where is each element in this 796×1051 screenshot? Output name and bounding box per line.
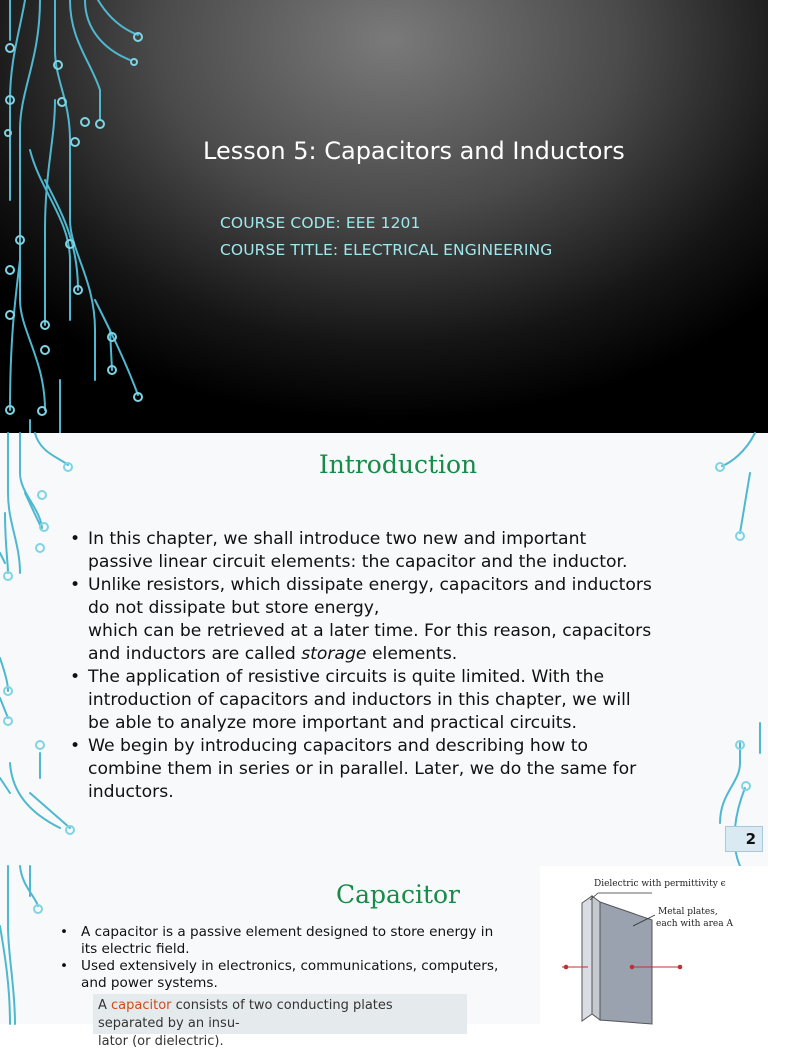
bullet-line: do not dissipate but store energy, <box>88 598 380 618</box>
bullet-line: and power systems. <box>81 975 218 991</box>
text-fragment: consists of two conducting plates separated by an insu- <box>98 998 393 1031</box>
plates-area-label: each with area A <box>656 919 733 929</box>
list-item <box>70 528 730 574</box>
capacitor-plates-diagram <box>540 866 768 1024</box>
bullet-line: introduction of capacitors and inductors in this chapter, we will <box>88 690 631 710</box>
accent-term: capacitor <box>111 998 172 1013</box>
list-item <box>70 574 730 666</box>
bullet-line: be able to analyze more important and practical circuits. <box>88 713 577 733</box>
introduction-slide <box>0 433 768 866</box>
plates-label: Metal plates, <box>658 907 718 917</box>
slide-heading: Introduction <box>318 450 478 479</box>
bullet-line: • Used extensively in electronics, communications, computers, <box>81 958 499 974</box>
list-item <box>60 924 540 958</box>
title-slide <box>0 0 768 433</box>
bullet-line: • We begin by introducing capacitors and describing how to <box>88 736 589 756</box>
list-item <box>70 735 730 804</box>
capacitor-slide <box>0 866 768 1049</box>
bullet-line: • The application of resistive circuits is quite limited. With the <box>88 667 605 687</box>
list-item <box>60 958 540 992</box>
bullet-line: combine them in series or in parallel. Later, we do the same for <box>88 759 637 779</box>
bullet-line <box>88 643 730 666</box>
text-fragment: lator (or dielectric). <box>98 1034 224 1049</box>
bullet-line: • A capacitor is a passive element designed to store energy in <box>81 924 494 940</box>
slide-heading: Capacitor <box>336 880 460 909</box>
text-fragment: elements. <box>366 644 458 664</box>
circuit-decoration <box>0 0 160 433</box>
bullet-list <box>70 528 730 804</box>
bullet-list <box>60 924 540 992</box>
bullet-line: its electric field. <box>81 941 190 957</box>
bullet-line: which can be retrieved at a later time. For this reason, capacitors <box>88 621 652 641</box>
definition-box <box>93 994 467 1049</box>
course-title: COURSE TITLE: ELECTRICAL ENGINEERING <box>220 241 553 259</box>
bullet-line: • Unlike resistors, which dissipate energy, capacitors and inductors <box>88 575 652 595</box>
bullet-line: • In this chapter, we shall introduce two new and important <box>88 529 587 549</box>
dielectric-label: Dielectric with permittivity ϵ <box>594 879 726 889</box>
lesson-title: Lesson 5: Capacitors and Inductors <box>203 137 625 165</box>
bullet-line: inductors. <box>88 782 174 802</box>
emphasis-text: storage <box>301 644 367 664</box>
bullet-line: passive linear circuit elements: the capacitor and the inductor. <box>88 552 628 572</box>
text-fragment: A <box>98 998 112 1013</box>
course-code: COURSE CODE: EEE 1201 <box>220 214 421 232</box>
list-item <box>70 666 730 735</box>
capacitor-figure <box>540 866 768 1024</box>
page-number-badge: 2 <box>725 826 763 852</box>
text-fragment: and inductors are called <box>88 644 302 664</box>
